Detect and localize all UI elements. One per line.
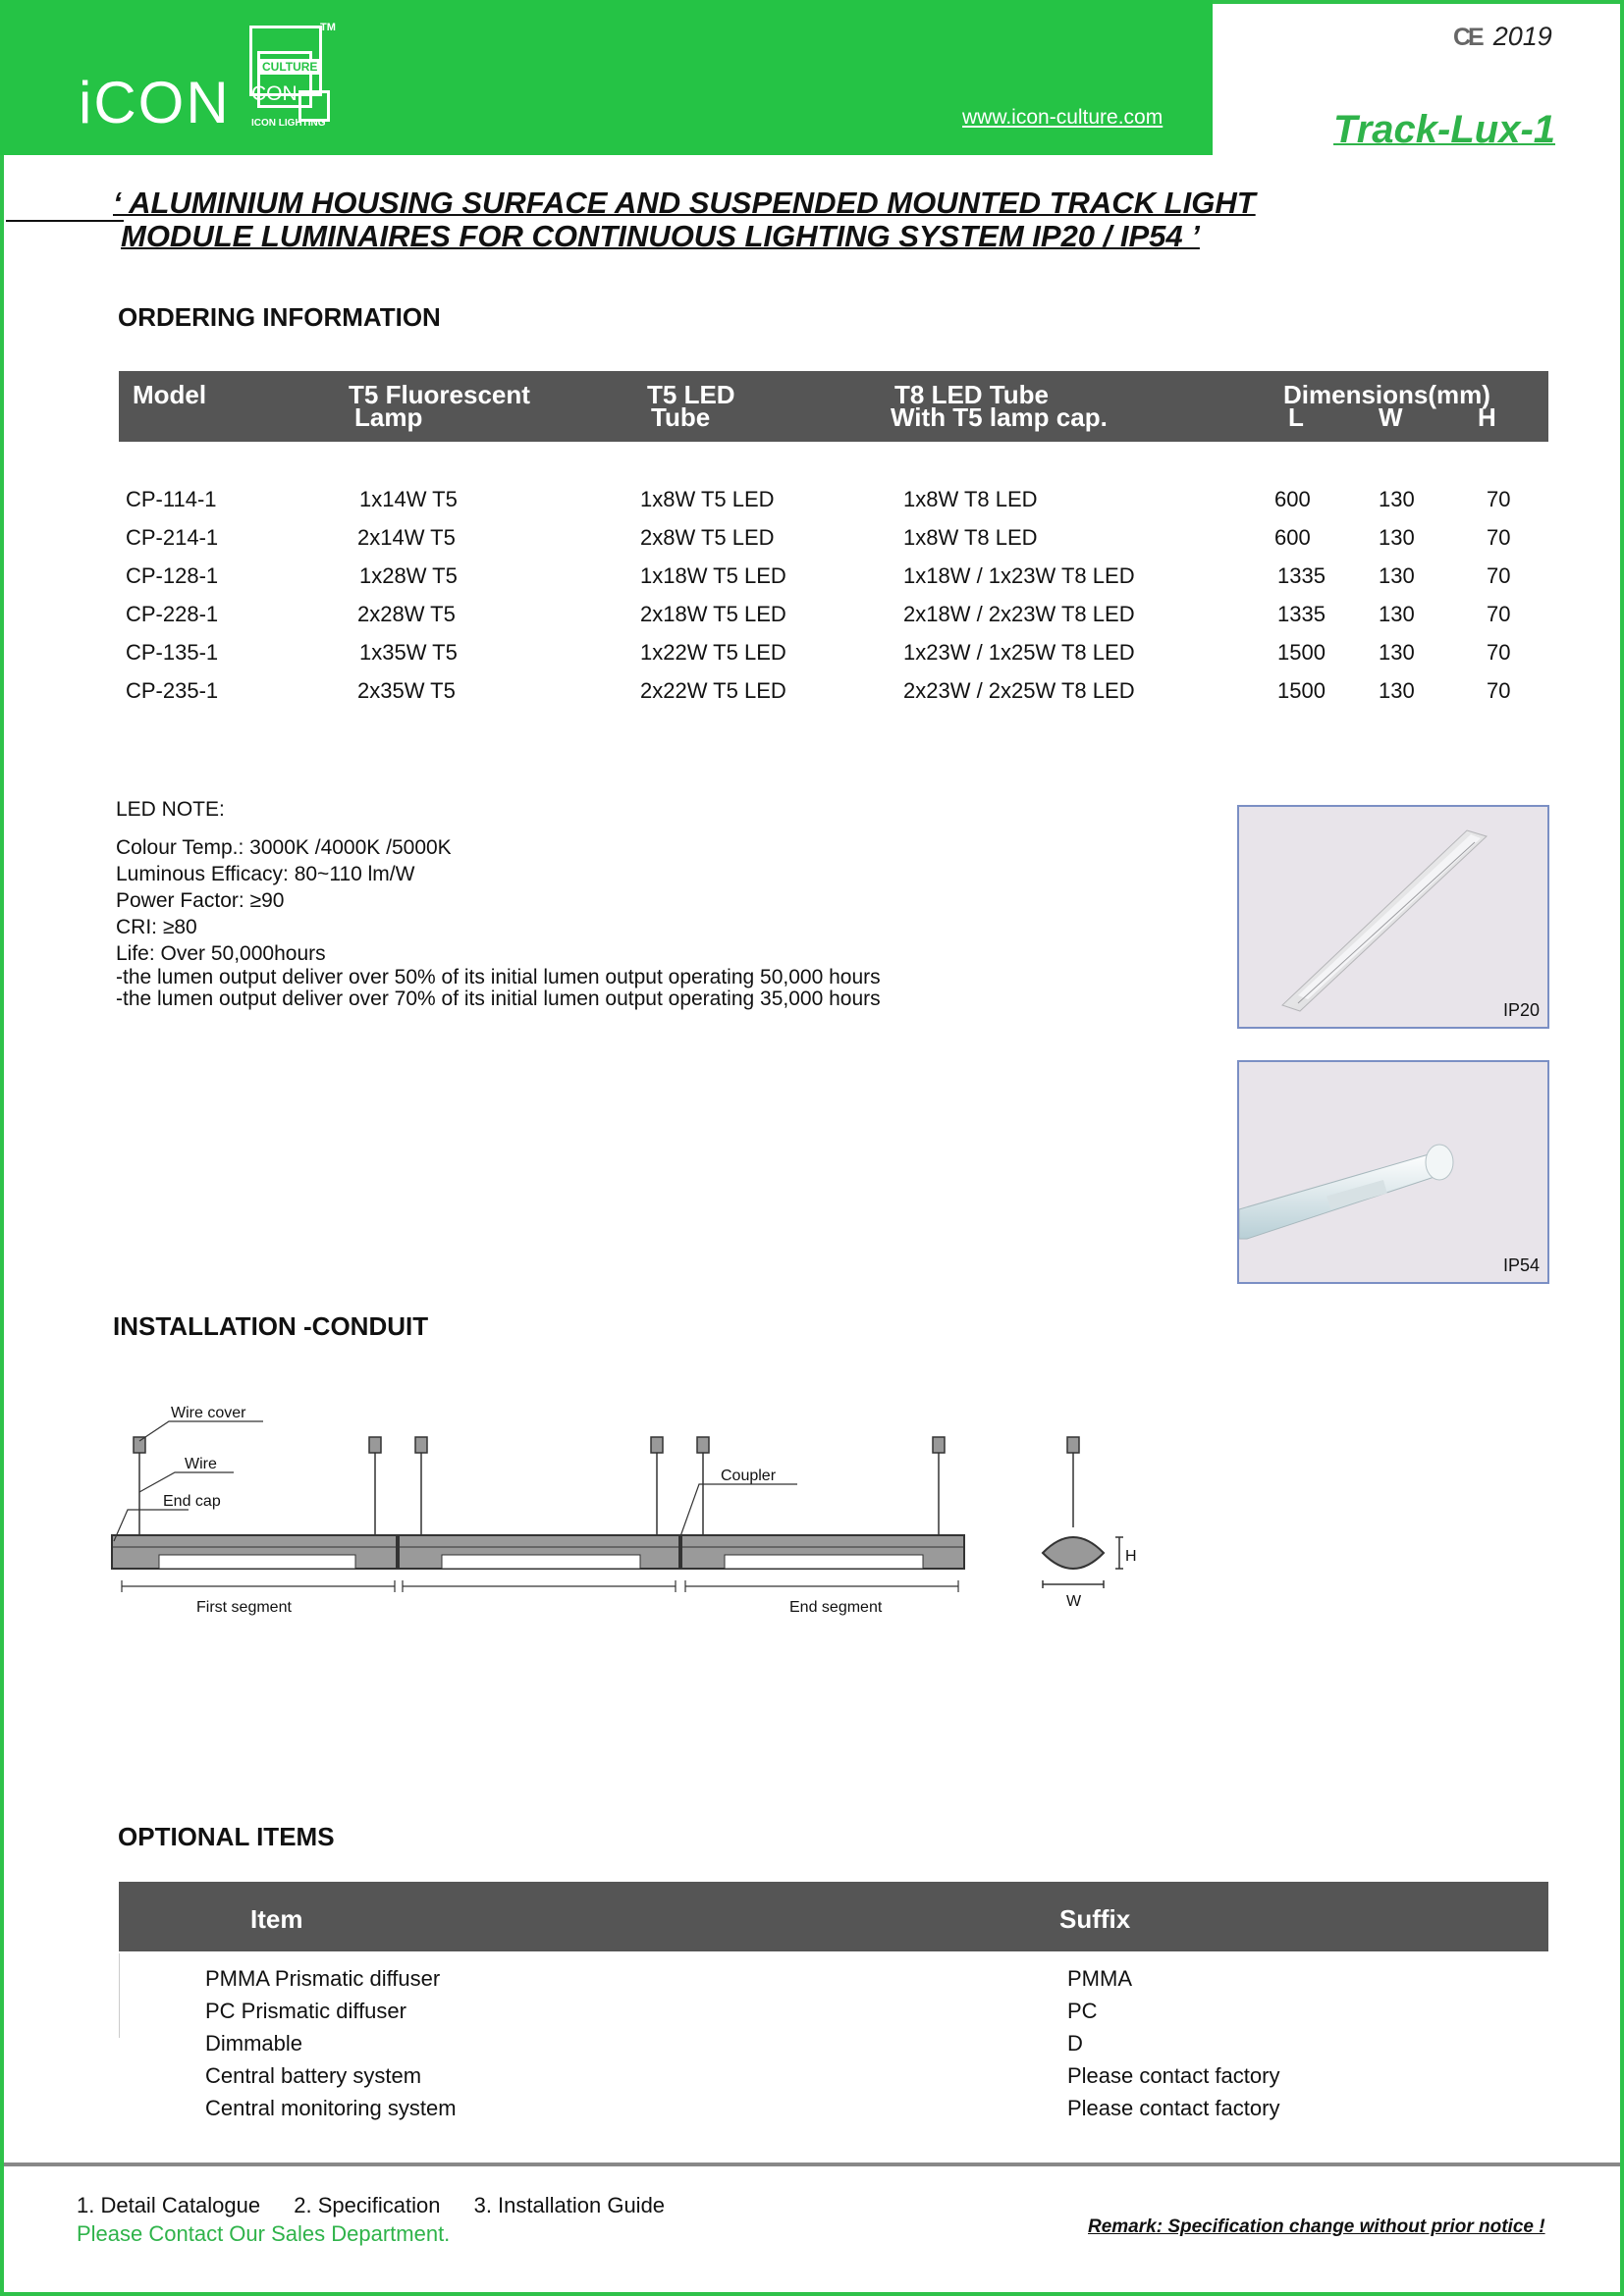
cell-w: 130 [1379, 525, 1415, 550]
cell-model: CP-114-1 [126, 487, 217, 511]
cell-suffix: Please contact factory [1067, 2096, 1280, 2120]
table-row [0, 487, 1624, 516]
cell-t5f: 1x14W T5 [359, 487, 458, 511]
cell-model: CP-214-1 [126, 525, 219, 550]
photo-ip54 [1237, 1060, 1549, 1284]
cell-suffix: Please contact factory [1067, 2063, 1280, 2088]
optional-table-header [119, 1882, 1548, 1951]
footer-links [77, 2193, 692, 2218]
col-t5-fluor-2: Lamp [354, 402, 423, 432]
optional-title: OPTIONAL ITEMS [118, 1822, 335, 1851]
table-row [0, 2063, 1624, 2093]
col-item: Item [250, 1904, 303, 1934]
cell-l: 600 [1274, 487, 1311, 511]
label-end-segment: End segment [789, 1599, 883, 1616]
cell-h: 70 [1487, 563, 1511, 588]
ce-mark-icon: CE [1453, 24, 1482, 51]
cell-h: 70 [1487, 525, 1511, 550]
heading-rule [6, 220, 124, 222]
cell-t8led: 1x23W / 1x25W T8 LED [903, 640, 1135, 665]
cell-l: 1500 [1277, 678, 1326, 703]
cell-item: PMMA Prismatic diffuser [205, 1966, 441, 1991]
heading-line-1: ‘ ALUMINIUM HOUSING SURFACE AND SUSPENDED MOUNTED TRACK LIGHT [113, 186, 1256, 220]
installation-diagram [98, 1394, 1178, 1629]
footer-rule [4, 2163, 1620, 2166]
cell-t5f: 2x14W T5 [357, 525, 456, 550]
heading-line-2: MODULE LUMINAIRES FOR CONTINUOUS LIGHTING SYSTEM IP20 / IP54 ’ [121, 219, 1200, 253]
cell-w: 130 [1379, 678, 1415, 703]
cell-h: 70 [1487, 678, 1511, 703]
cell-t5led: 1x18W T5 LED [640, 563, 786, 588]
cell-item: Dimmable [205, 2031, 303, 2056]
cell-model: CP-228-1 [126, 602, 219, 626]
table-row [0, 678, 1624, 708]
photo-ip20 [1237, 805, 1549, 1029]
cell-model: CP-135-1 [126, 640, 219, 665]
col-l: L [1288, 402, 1304, 432]
logo-culture-text: CULTURE [259, 59, 320, 75]
footer-contact: Please Contact Our Sales Department. [77, 2221, 451, 2246]
cell-h: 70 [1487, 602, 1511, 626]
cell-l: 600 [1274, 525, 1311, 550]
cell-t8led: 1x18W / 1x23W T8 LED [903, 563, 1135, 588]
cell-t8led: 2x18W / 2x23W T8 LED [903, 602, 1135, 626]
led-note-line: Luminous Efficacy: 80~110 lm/W [116, 863, 415, 885]
table-row [0, 640, 1624, 669]
col-t5-led-1: T5 LED [647, 380, 735, 409]
cell-item: PC Prismatic diffuser [205, 1999, 406, 2023]
cell-t8led: 2x23W / 2x25W T8 LED [903, 678, 1135, 703]
footer-link-installation-guide[interactable]: 3. Installation Guide [473, 2193, 666, 2217]
cell-t5led: 2x22W T5 LED [640, 678, 786, 703]
cell-t8led: 1x8W T8 LED [903, 487, 1038, 511]
luminaire-ip54-image [1239, 1062, 1547, 1282]
cell-h: 70 [1487, 487, 1511, 511]
cell-item: Central battery system [205, 2063, 422, 2088]
col-t5-led-2: Tube [651, 402, 711, 432]
cell-item: Central monitoring system [205, 2096, 457, 2120]
cell-h: 70 [1487, 640, 1511, 665]
led-note-line: -the lumen output deliver over 50% of its initial lumen output operating 50,000 hours [116, 966, 881, 988]
col-w: W [1379, 402, 1403, 432]
ordering-title: ORDERING INFORMATION [118, 302, 441, 332]
cert-year [1453, 22, 1552, 52]
cell-w: 130 [1379, 563, 1415, 588]
label-wire-cover: Wire cover [171, 1405, 246, 1421]
cell-t5f: 1x35W T5 [359, 640, 458, 665]
col-t8-led-1: T8 LED Tube [894, 380, 1049, 409]
logo-subtitle: ICON LIGHTING [251, 118, 326, 129]
led-note-line: Colour Temp.: 3000K /4000K /5000K [116, 836, 452, 859]
table-row [0, 2096, 1624, 2125]
cell-w: 130 [1379, 487, 1415, 511]
col-model: Model [133, 380, 207, 409]
table-row [0, 563, 1624, 593]
cell-suffix: PC [1067, 1999, 1098, 2023]
footer-link-catalogue[interactable]: 1. Detail Catalogue [77, 2193, 261, 2217]
cell-t5led: 2x18W T5 LED [640, 602, 786, 626]
led-note-line: -the lumen output deliver over 70% of its initial lumen output operating 35,000 hours [116, 988, 881, 1010]
col-h: H [1478, 402, 1496, 432]
col-suffix: Suffix [1059, 1904, 1131, 1934]
label-wire: Wire [185, 1456, 217, 1472]
led-note-line: Power Factor: ≥90 [116, 889, 285, 912]
cell-w: 130 [1379, 602, 1415, 626]
cell-suffix: PMMA [1067, 1966, 1132, 1991]
table-row [0, 1999, 1624, 2028]
table-row [0, 602, 1624, 631]
ip54-label: IP54 [1502, 1255, 1540, 1275]
table-row [0, 525, 1624, 555]
label-coupler: Coupler [721, 1468, 777, 1484]
footer-remark: Remark: Specification change without prior notice ! [1088, 2216, 1545, 2237]
led-note-line: Life: Over 50,000hours [116, 942, 326, 965]
cell-t5f: 1x28W T5 [359, 563, 458, 588]
label-w: W [1066, 1593, 1082, 1610]
logo-con-text: CON [251, 82, 298, 105]
cell-w: 130 [1379, 640, 1415, 665]
col-t8-led-2: With T5 lamp cap. [891, 402, 1108, 432]
website-link[interactable]: www.icon-culture.com [962, 106, 1164, 129]
cell-l: 1335 [1277, 563, 1326, 588]
product-heading [113, 187, 1256, 253]
cell-suffix: D [1067, 2031, 1083, 2056]
brand-logo-text: iCON [79, 70, 231, 135]
header-band [0, 0, 1213, 155]
label-first-segment: First segment [196, 1599, 292, 1616]
luminaire-ip20-image [1239, 807, 1547, 1027]
col-t5-fluor-1: T5 Fluorescent [349, 380, 530, 409]
led-note-line: CRI: ≥80 [116, 916, 197, 938]
cell-t5led: 2x8W T5 LED [640, 525, 775, 550]
year-text: 2019 [1492, 22, 1552, 51]
ip20-label: IP20 [1502, 1000, 1540, 1020]
trademark-mark: TM [320, 22, 336, 33]
cell-l: 1500 [1277, 640, 1326, 665]
cell-t8led: 1x8W T8 LED [903, 525, 1038, 550]
label-end-cap: End cap [163, 1493, 221, 1510]
cell-t5led: 1x22W T5 LED [640, 640, 786, 665]
led-note-title: LED NOTE: [116, 798, 225, 821]
ordering-table-header [119, 371, 1548, 442]
footer-link-specification[interactable]: 2. Specification [294, 2193, 441, 2217]
cell-l: 1335 [1277, 602, 1326, 626]
cell-t5led: 1x8W T5 LED [640, 487, 775, 511]
cell-model: CP-235-1 [126, 678, 219, 703]
table-row [0, 2031, 1624, 2060]
cell-t5f: 2x35W T5 [357, 678, 456, 703]
led-note-list [116, 834, 881, 1010]
model-title: Track-Lux-1 [1333, 108, 1556, 151]
installation-title: INSTALLATION -CONDUIT [113, 1311, 429, 1341]
cell-model: CP-128-1 [126, 563, 219, 588]
col-dimensions: Dimensions(mm) [1283, 380, 1490, 409]
table-row [0, 1966, 1624, 1996]
cell-t5f: 2x28W T5 [357, 602, 456, 626]
label-h: H [1125, 1548, 1137, 1565]
